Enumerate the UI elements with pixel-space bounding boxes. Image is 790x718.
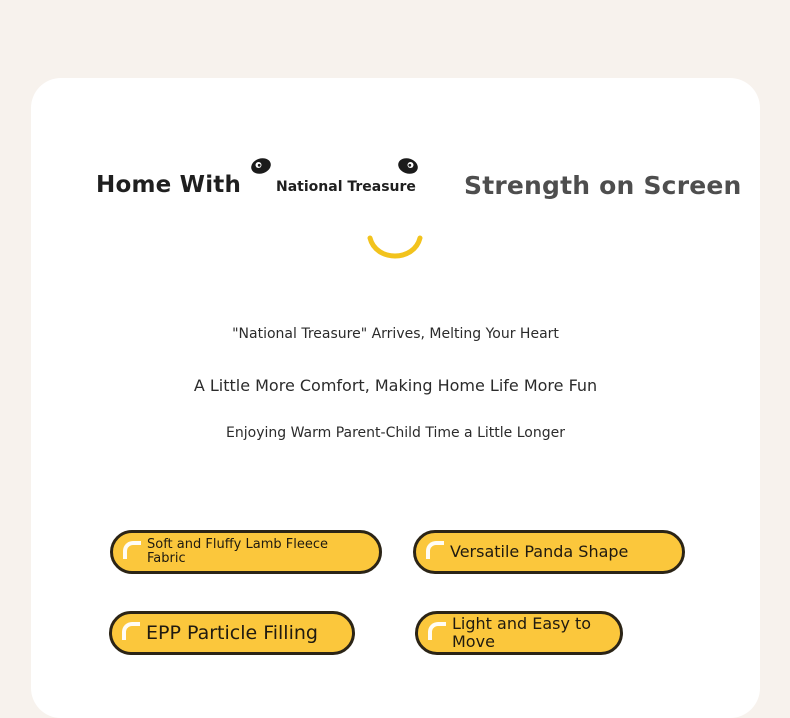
hero-title-left: Home With <box>96 172 242 198</box>
hero-title-right: Strength on Screen <box>464 171 742 200</box>
gloss-highlight-icon <box>428 622 446 640</box>
feature-badge-lightweight <box>415 611 623 655</box>
smile-icon <box>364 228 426 264</box>
hero-title-center: National Treasure <box>276 179 416 195</box>
feature-badge-epp-filling <box>109 611 355 655</box>
feature-badge-panda-shape <box>413 530 685 574</box>
gloss-highlight-icon <box>122 622 140 640</box>
feature-badge-label: EPP Particle Filling <box>146 621 318 644</box>
feature-badge-label: Light and Easy to Move <box>452 614 592 651</box>
feature-badge-label: Soft and Fluffy Lamb Fleece Fabric <box>147 536 328 566</box>
tagline-line-2: A Little More Comfort, Making Home Life More Fun <box>193 376 598 395</box>
feature-badge-label: Versatile Panda Shape <box>450 542 629 562</box>
tagline-line-3: Enjoying Warm Parent-Child Time a Little Longer <box>226 425 565 441</box>
gloss-highlight-icon <box>123 541 141 559</box>
gloss-highlight-icon <box>426 541 444 559</box>
feature-badge-lamb-fleece <box>110 530 382 574</box>
tagline-line-1: "National Treasure" Arrives, Melting Your Heart <box>232 326 559 342</box>
panda-ear-left-icon <box>250 157 272 175</box>
panda-ear-right-icon <box>397 157 419 175</box>
